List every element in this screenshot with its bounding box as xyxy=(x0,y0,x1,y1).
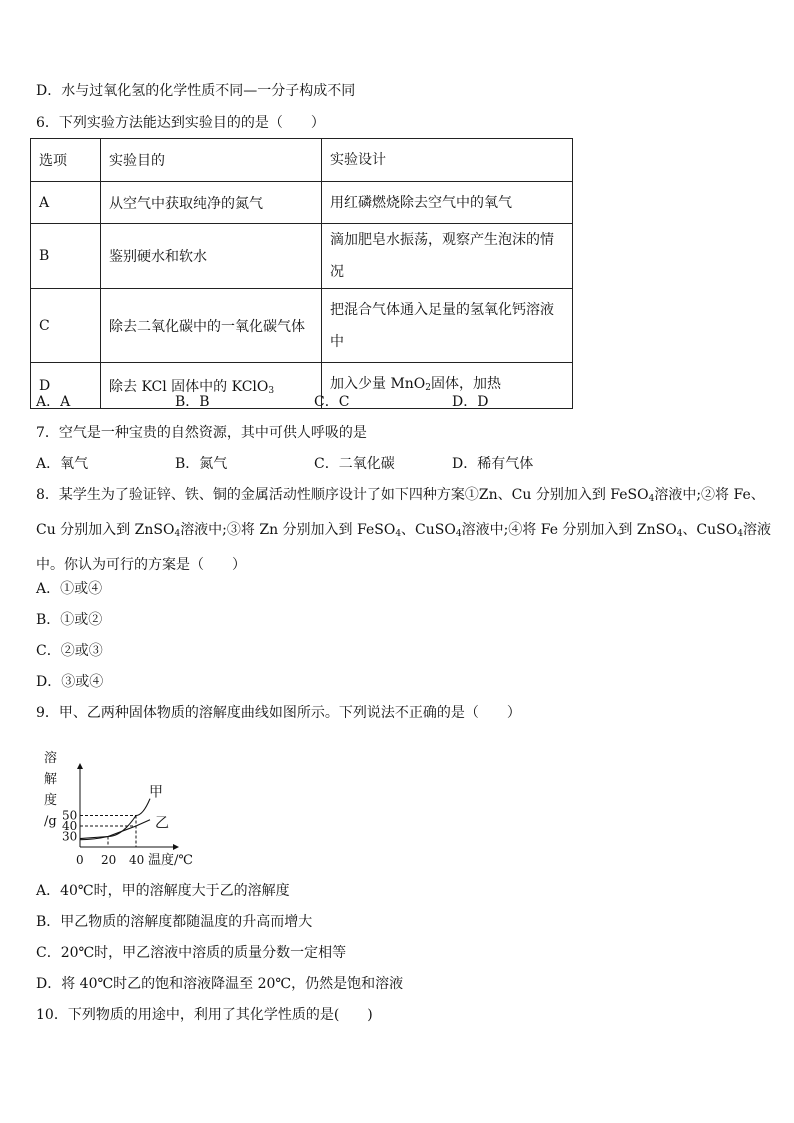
q9-option-c: C．20℃时，甲乙溶液中溶质的质量分数一定相等 xyxy=(36,945,347,961)
q8-stem: 8．某学生为了验证锌、铁、铜的金属活动性顺序设计了如下四种方案①Zn、Cu 分别加入到 FeSO$_4$溶液中;②将 Fe、Cu 分别加入到 ZnSO$_4$溶液中;③将 Zn 分别加入到 FeSO$_4$、CuSO$_4$溶液中;④将 Fe 分别加入到 ZnSO$_4$、CuSO$_4$溶液中。你认为可行的方案是（ ） xyxy=(36,487,771,573)
q9-stem: 9．甲、乙两种固体物质的溶解度曲线如图所示。下列说法不正确的是（ ） xyxy=(36,705,521,721)
q7-option-b: B．氮气 xyxy=(175,456,228,472)
q6-option-d: D．D xyxy=(452,394,489,410)
y-tick-label: 40 xyxy=(62,819,78,833)
q6-option-b: B．B xyxy=(175,394,210,410)
x-tick-label: 40 xyxy=(129,853,145,867)
y-tick-label: 50 xyxy=(62,808,78,823)
q8-option-d: D．③或④ xyxy=(36,674,104,690)
table-row xyxy=(31,224,573,289)
q8-option-a: A．①或④ xyxy=(36,581,103,597)
row-b-design: 滴加肥皂水振荡，观察产生泡沫的情况 xyxy=(322,224,573,289)
q6-stem: 6．下列实验方法能达到实验目的的是（ ） xyxy=(36,115,325,131)
row-c-option: C xyxy=(31,289,101,363)
row-a-option: A xyxy=(31,182,101,224)
solubility-chart xyxy=(38,742,208,872)
q9-option-d: D．将 40℃时乙的饱和溶液降温至 20℃，仍然是饱和溶液 xyxy=(36,976,404,992)
q9-option-b: B．甲乙物质的溶解度都随温度的升高而增大 xyxy=(36,914,313,930)
row-a-goal: 从空气中获取纯净的氮气 xyxy=(101,182,322,224)
x-axis-label: 温度/℃ xyxy=(148,853,193,868)
q8-option-c: C．②或③ xyxy=(36,643,103,659)
ylabel-char: 度 xyxy=(44,793,58,808)
q7-option-a: A．氧气 xyxy=(36,456,89,472)
row-d-design: 加入少量 MnO$_2$固体，加热 xyxy=(322,363,573,409)
y-tick-label: 30 xyxy=(62,829,78,844)
q9-option-a: A．40℃时，甲的溶解度大于乙的溶解度 xyxy=(36,883,290,899)
series-label: 乙 xyxy=(155,815,169,832)
table-row xyxy=(31,289,573,363)
header-design: 实验设计 xyxy=(322,139,573,182)
q8-option-b: B．①或② xyxy=(36,612,103,628)
ylabel-char: /g xyxy=(44,814,57,829)
row-c-goal: 除去二氧化碳中的一氧化碳气体 xyxy=(101,289,322,363)
table-row xyxy=(31,363,573,409)
q5-option-d: D．水与过氧化氢的化学性质不同—一分子构成不同 xyxy=(36,83,356,99)
table-row xyxy=(31,182,573,224)
q6-option-c: C．C xyxy=(314,394,350,410)
row-b-goal: 鉴别硬水和软水 xyxy=(101,224,322,289)
row-b-option: B xyxy=(31,224,101,289)
series-label: 甲 xyxy=(149,784,163,801)
row-d-option: D xyxy=(31,363,101,409)
q7-option-d: D．稀有气体 xyxy=(452,456,534,472)
q7-option-c: C．二氧化碳 xyxy=(314,456,395,472)
ylabel-char: 溶 xyxy=(44,751,58,766)
q6-table xyxy=(30,138,573,409)
header-goal: 实验目的 xyxy=(101,139,322,182)
x-tick-label: 20 xyxy=(101,853,117,867)
x-tick-label: 0 xyxy=(76,853,84,867)
row-d-goal: 除去 KCl 固体中的 KClO$_3$ xyxy=(101,363,322,409)
row-a-design: 用红磷燃烧除去空气中的氧气 xyxy=(322,182,573,224)
q6-option-a: A．A xyxy=(36,394,71,410)
table-header-row xyxy=(31,139,573,182)
header-option: 选项 xyxy=(31,139,101,182)
ylabel-char: 解 xyxy=(44,772,58,787)
q7-stem: 7．空气是一种宝贵的自然资源，其中可供人呼吸的是 xyxy=(36,425,367,441)
q10-stem: 10．下列物质的用途中，利用了其化学性质的是( ) xyxy=(36,1007,373,1023)
row-c-design: 把混合气体通入足量的氢氧化钙溶液中 xyxy=(322,289,573,363)
